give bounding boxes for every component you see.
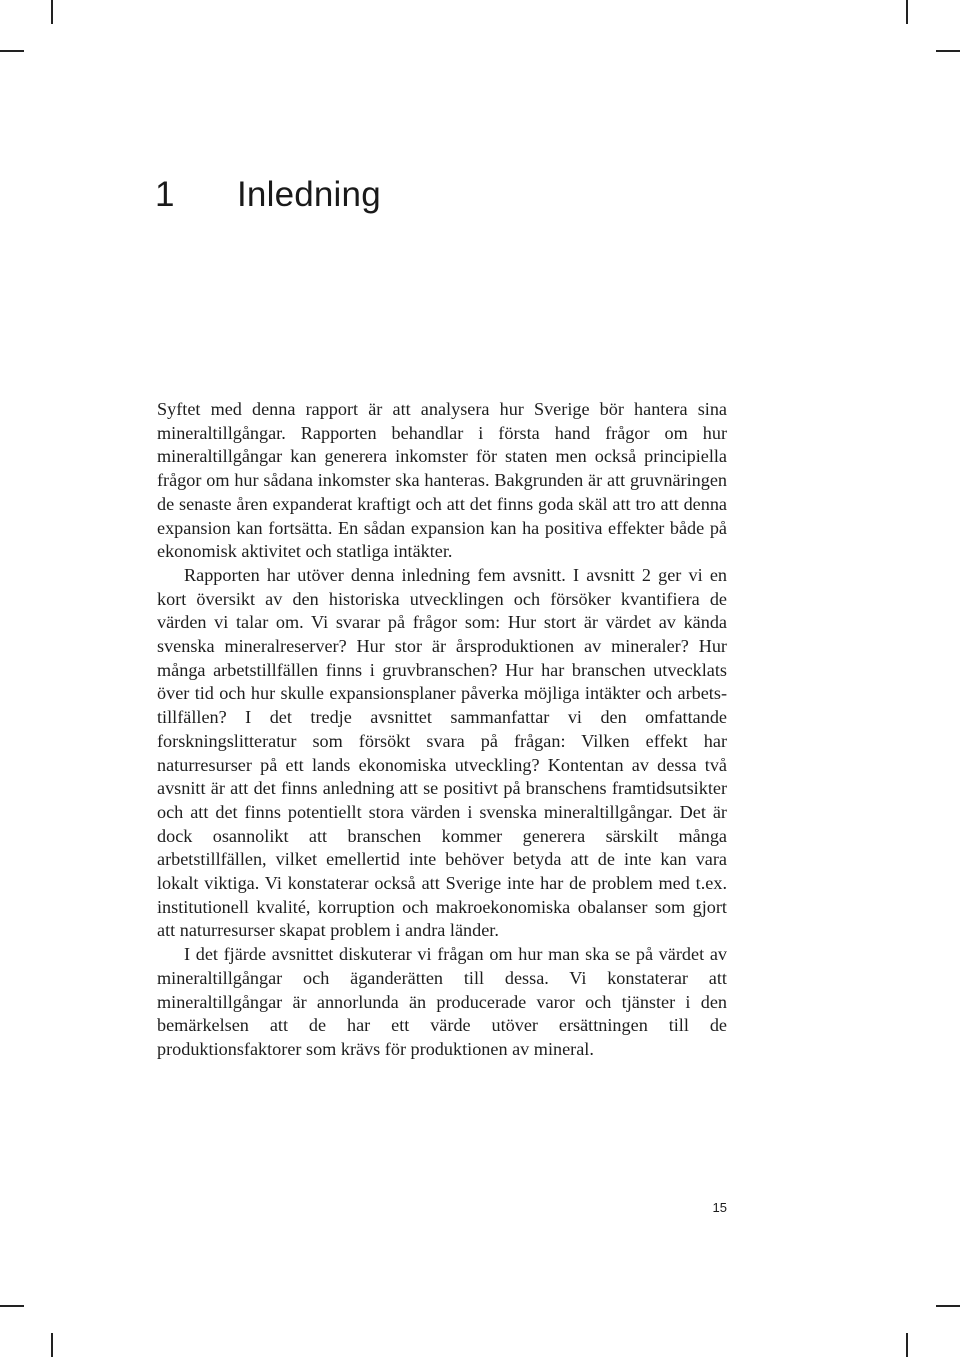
crop-mark-top-right-vertical xyxy=(906,0,908,24)
crop-mark-top-left-vertical xyxy=(51,0,53,24)
paragraph-2: Rapporten har utöver denna inledning fem avsnitt. I avsnitt 2 ger vi en kort översikt av den historiska utvecklingen och försöker kvantifiera de värden vi talar om. Vi svarar på frågor som: Hur stort är värdet av kända svenska mineralreserver? Hur stor är årsproduktionen av mineraler? Hur många arbetstillfällen finns i gruvbranschen? Hur har branschen utvecklats över tid och hur skulle expansionsplaner påverka möjliga intäkter och arbetstillfällen? I det tredje avsnittet sammanfattar vi den omfattande forskningslitteratur som försökt svara på frågan: Vilken effekt har naturresurser på ett lands ekonomiska utveckling? Kontentan av dessa två avsnitt är att det finns anledning att se positivt på branschens framtidsutsikter och att det finns potentiellt stora värden i svenska mineraltillgångar. Det är dock osannolikt att branschen kommer generera särskilt många arbetstillfällen, vilket emellertid inte behöver betyda att de inte kan vara lokalt viktiga. Vi konstaterar också att Sverige inte har de problem med t.ex. institutionell kvalité, korruption och makroekonomiska obalanser som gjort att naturresurser skapat problem i andra länder. xyxy=(157,564,727,941)
chapter-heading xyxy=(155,175,381,215)
page-number: 15 xyxy=(712,1200,727,1215)
crop-mark-bottom-right-horizontal xyxy=(936,1305,960,1307)
crop-mark-bottom-left-vertical xyxy=(51,1333,53,1357)
crop-mark-bottom-left-horizontal xyxy=(0,1305,24,1307)
body-text xyxy=(157,398,727,1062)
chapter-title: Inledning xyxy=(237,175,381,215)
chapter-number: 1 xyxy=(155,175,175,215)
crop-mark-bottom-right-vertical xyxy=(906,1333,908,1357)
crop-mark-top-right-horizontal xyxy=(936,50,960,52)
crop-mark-top-left-horizontal xyxy=(0,50,24,52)
paragraph-3: I det fjärde avsnittet diskuterar vi frågan om hur man ska se på värdet av mineraltillgångar och äganderätten till dessa. Vi konstaterar att mineraltillgångar är annorlunda än producerade varor och tjänster i den bemärkelsen att de har ett värde utöver ersättningen till de produktionsfaktorer som krävs för produktionen av mineral. xyxy=(157,944,727,1059)
paragraph-1: Syftet med denna rapport är att analysera hur Sverige bör hantera sina mineraltillgångar. Rapporten behandlar i första hand frågor om hur mineraltillgångar kan generera inkomster för staten men också principiella frågor om hur sådana inkomster ska hanteras. Bakgrunden är att gruvnäringen de senaste åren expanderat kraftigt och att det finns goda skäl att tro att denna expansion kan fortsätta. En sådan expansion kan ha positiva effekter både på ekonomisk aktivitet och statliga intäkter. xyxy=(157,399,727,562)
